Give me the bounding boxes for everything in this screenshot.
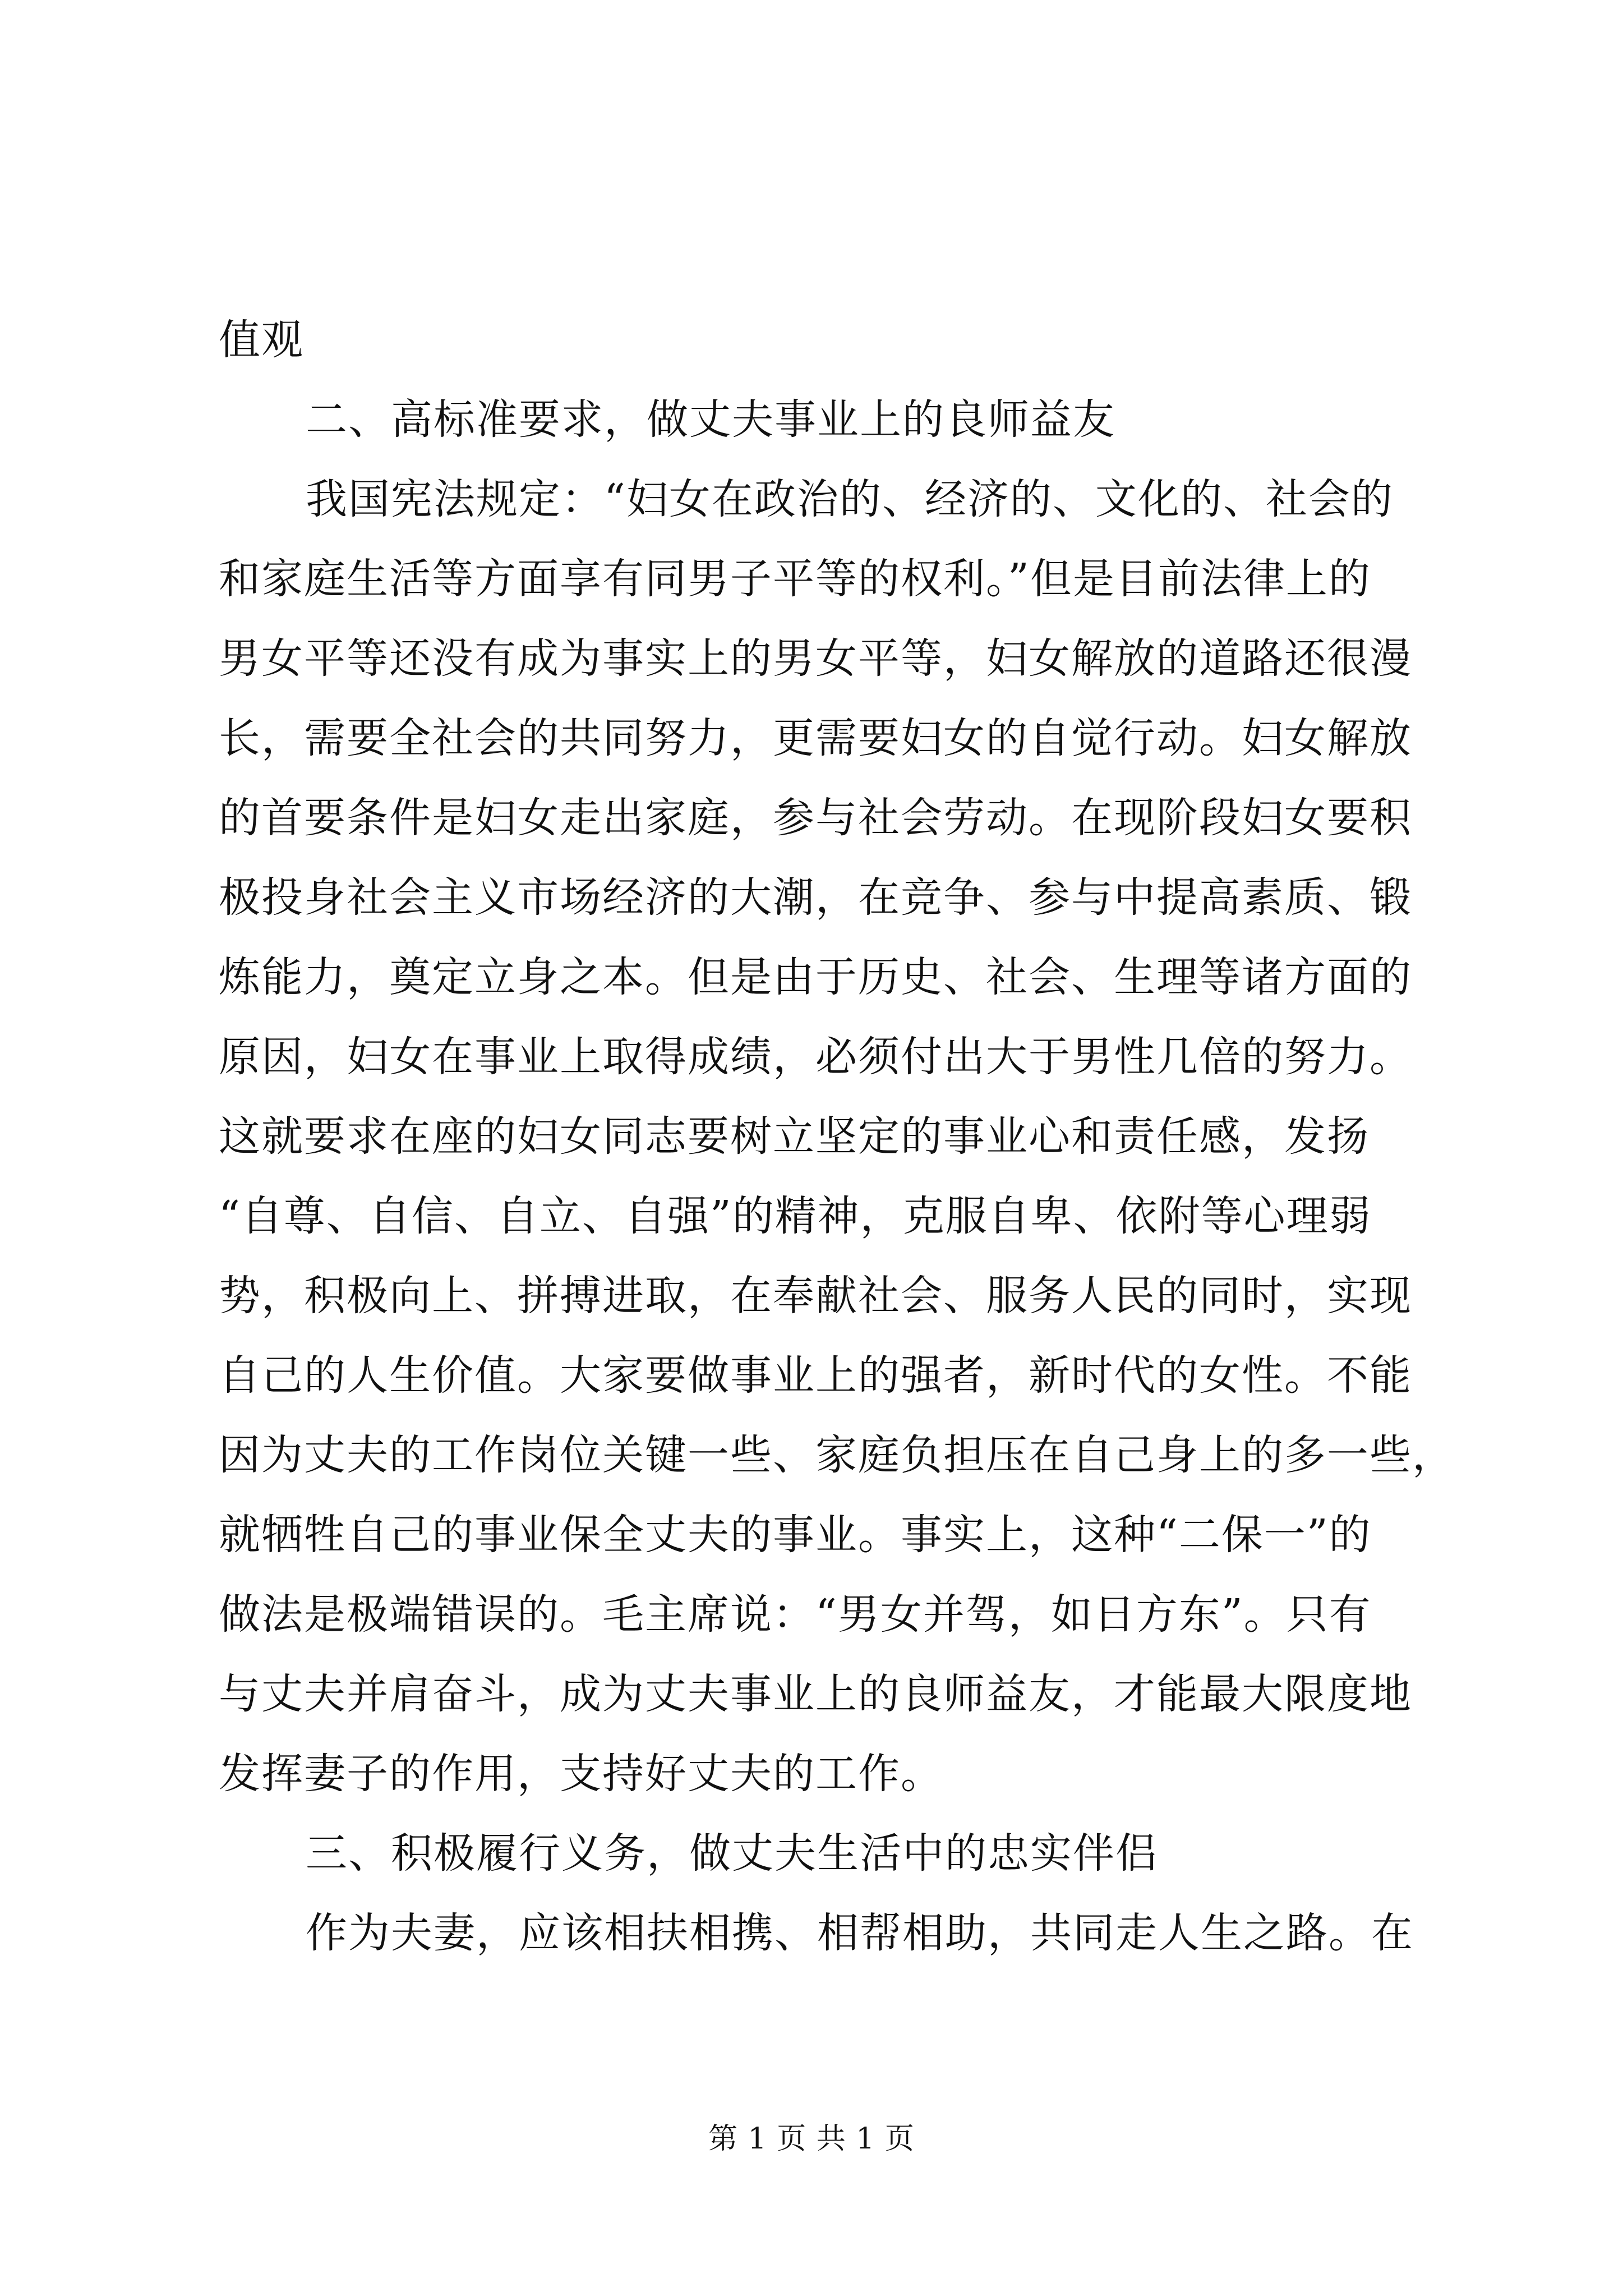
page-footer: 第 1 页 共 1 页 (708, 2122, 915, 2156)
text-line: 三、积极履行义务，做丈夫生活中的忠实伴侣 (306, 1829, 1158, 1878)
text-line: 做法是极端错误的。毛主席说：“男女并驾，如日方东”。只有 (219, 1590, 1372, 1639)
text-line: 我国宪法规定：“妇女在政治的、经济的、文化的、社会的 (306, 475, 1394, 523)
text-line: 发挥妻子的作用，支持好丈夫的工作。 (219, 1750, 943, 1798)
text-line: 的首要条件是妇女走出家庭，参与社会劳动。在现阶段妇女要积 (219, 794, 1412, 842)
text-line: 男女平等还没有成为事实上的男女平等，妇女解放的道路还很漫 (219, 634, 1412, 683)
text-line: “自尊、自信、自立、自强”的精神，克服自卑、依附等心理弱 (219, 1192, 1372, 1240)
text-line: 自己的人生价值。大家要做事业上的强者，新时代的女性。不能 (219, 1351, 1412, 1400)
body-text (219, 300, 1455, 1973)
text-line: 值观 (219, 316, 304, 364)
text-line: 炼能力，奠定立身之本。但是由于历史、社会、生理等诸方面的 (219, 953, 1412, 1001)
text-line: 二、高标准要求，做丈夫事业上的良师益友 (306, 395, 1115, 444)
text-line: 长，需要全社会的共同努力，更需要妇女的自觉行动。妇女解放 (219, 714, 1412, 762)
text-line: 这就要求在座的妇女同志要树立坚定的事业心和责任感，发扬 (219, 1112, 1370, 1161)
text-line: 极投身社会主义市场经济的大潮，在竞争、参与中提高素质、锻 (219, 873, 1412, 922)
text-line: 与丈夫并肩奋斗，成为丈夫事业上的良师益友，才能最大限度地 (219, 1670, 1412, 1718)
text-line: 原因，妇女在事业上取得成绩，必须付出大于男性几倍的努力。 (219, 1033, 1412, 1081)
text-line: 和家庭生活等方面享有同男子平等的权利。”但是目前法律上的 (219, 555, 1371, 603)
text-line: 因为丈夫的工作岗位关键一些、家庭负担压在自己身上的多一些， (219, 1431, 1455, 1479)
text-line: 势，积极向上、拼搏进取，在奉献社会、服务人民的同时，实现 (219, 1272, 1412, 1320)
text-line: 就牺牲自己的事业保全丈夫的事业。事实上，这种“二保一”的 (219, 1511, 1372, 1559)
text-line: 作为夫妻，应该相扶相携、相帮相助，共同走人生之路。在 (306, 1909, 1414, 1957)
